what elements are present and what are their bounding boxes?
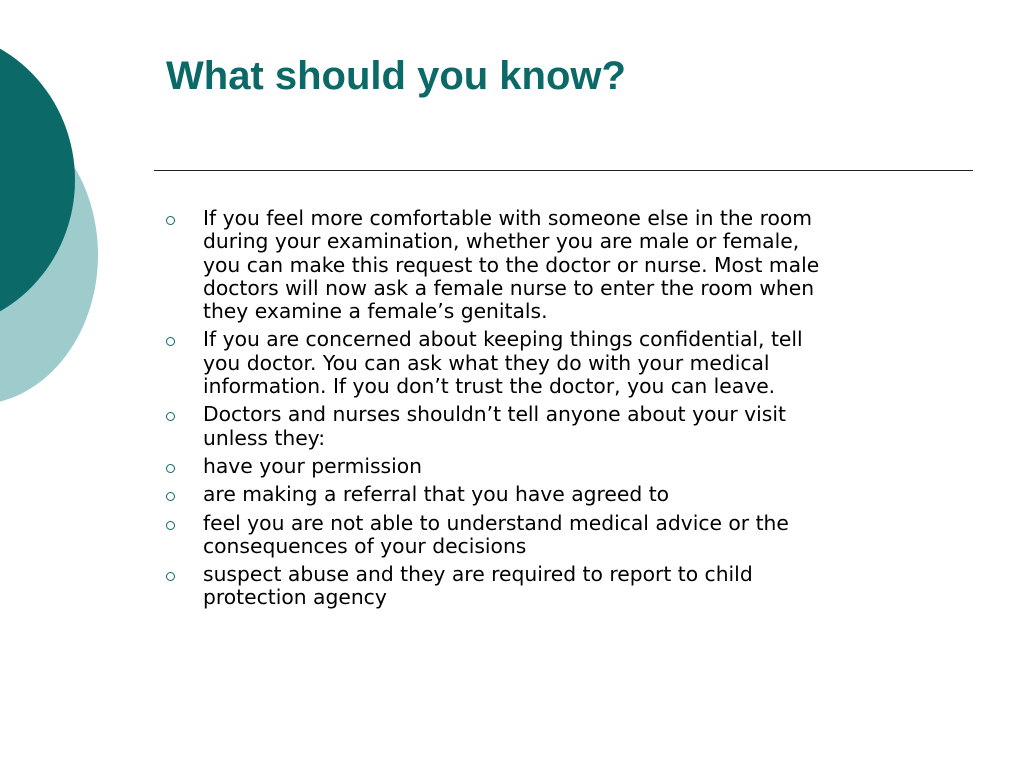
bullet-text: have your permission bbox=[203, 453, 423, 478]
hollow-circle-icon bbox=[166, 464, 175, 473]
bullet-item bbox=[166, 563, 966, 610]
bullet-item bbox=[166, 483, 966, 506]
hollow-circle-icon bbox=[166, 216, 175, 225]
bullet-list bbox=[166, 207, 966, 615]
bullet-text: are making a referral that you have agreed to bbox=[203, 482, 670, 507]
bullet-text: feel you are not able to understand medical advice or the consequences of your decisions bbox=[203, 510, 789, 558]
bullet-text: suspect abuse and they are required to report to child protection agency bbox=[203, 562, 753, 610]
bullet-item bbox=[166, 328, 966, 398]
title-divider bbox=[154, 170, 973, 171]
bullet-text: Doctors and nurses shouldn’t tell anyone about your visit unless they: bbox=[203, 402, 786, 450]
hollow-circle-icon bbox=[166, 521, 175, 530]
bullet-text: If you are concerned about keeping things confidential, tell you doctor. You can ask what they do with your medical information. If you don’t trust the doctor, you can leave. bbox=[203, 327, 803, 399]
bullet-text: If you feel more comfortable with someone else in the room during your examination, whether you are male or female, you can make this request to the doctor or nurse. Most male doctors will now ask a female nurse to enter the room when they examine a female’s genitals. bbox=[203, 206, 820, 324]
hollow-circle-icon bbox=[166, 572, 175, 581]
slide-title: What should you know? bbox=[166, 54, 626, 98]
bullet-item bbox=[166, 207, 966, 323]
bullet-item bbox=[166, 455, 966, 478]
bullet-item bbox=[166, 512, 966, 559]
hollow-circle-icon bbox=[166, 337, 175, 346]
hollow-circle-icon bbox=[166, 412, 175, 421]
hollow-circle-icon bbox=[166, 492, 175, 501]
bullet-item bbox=[166, 403, 966, 450]
